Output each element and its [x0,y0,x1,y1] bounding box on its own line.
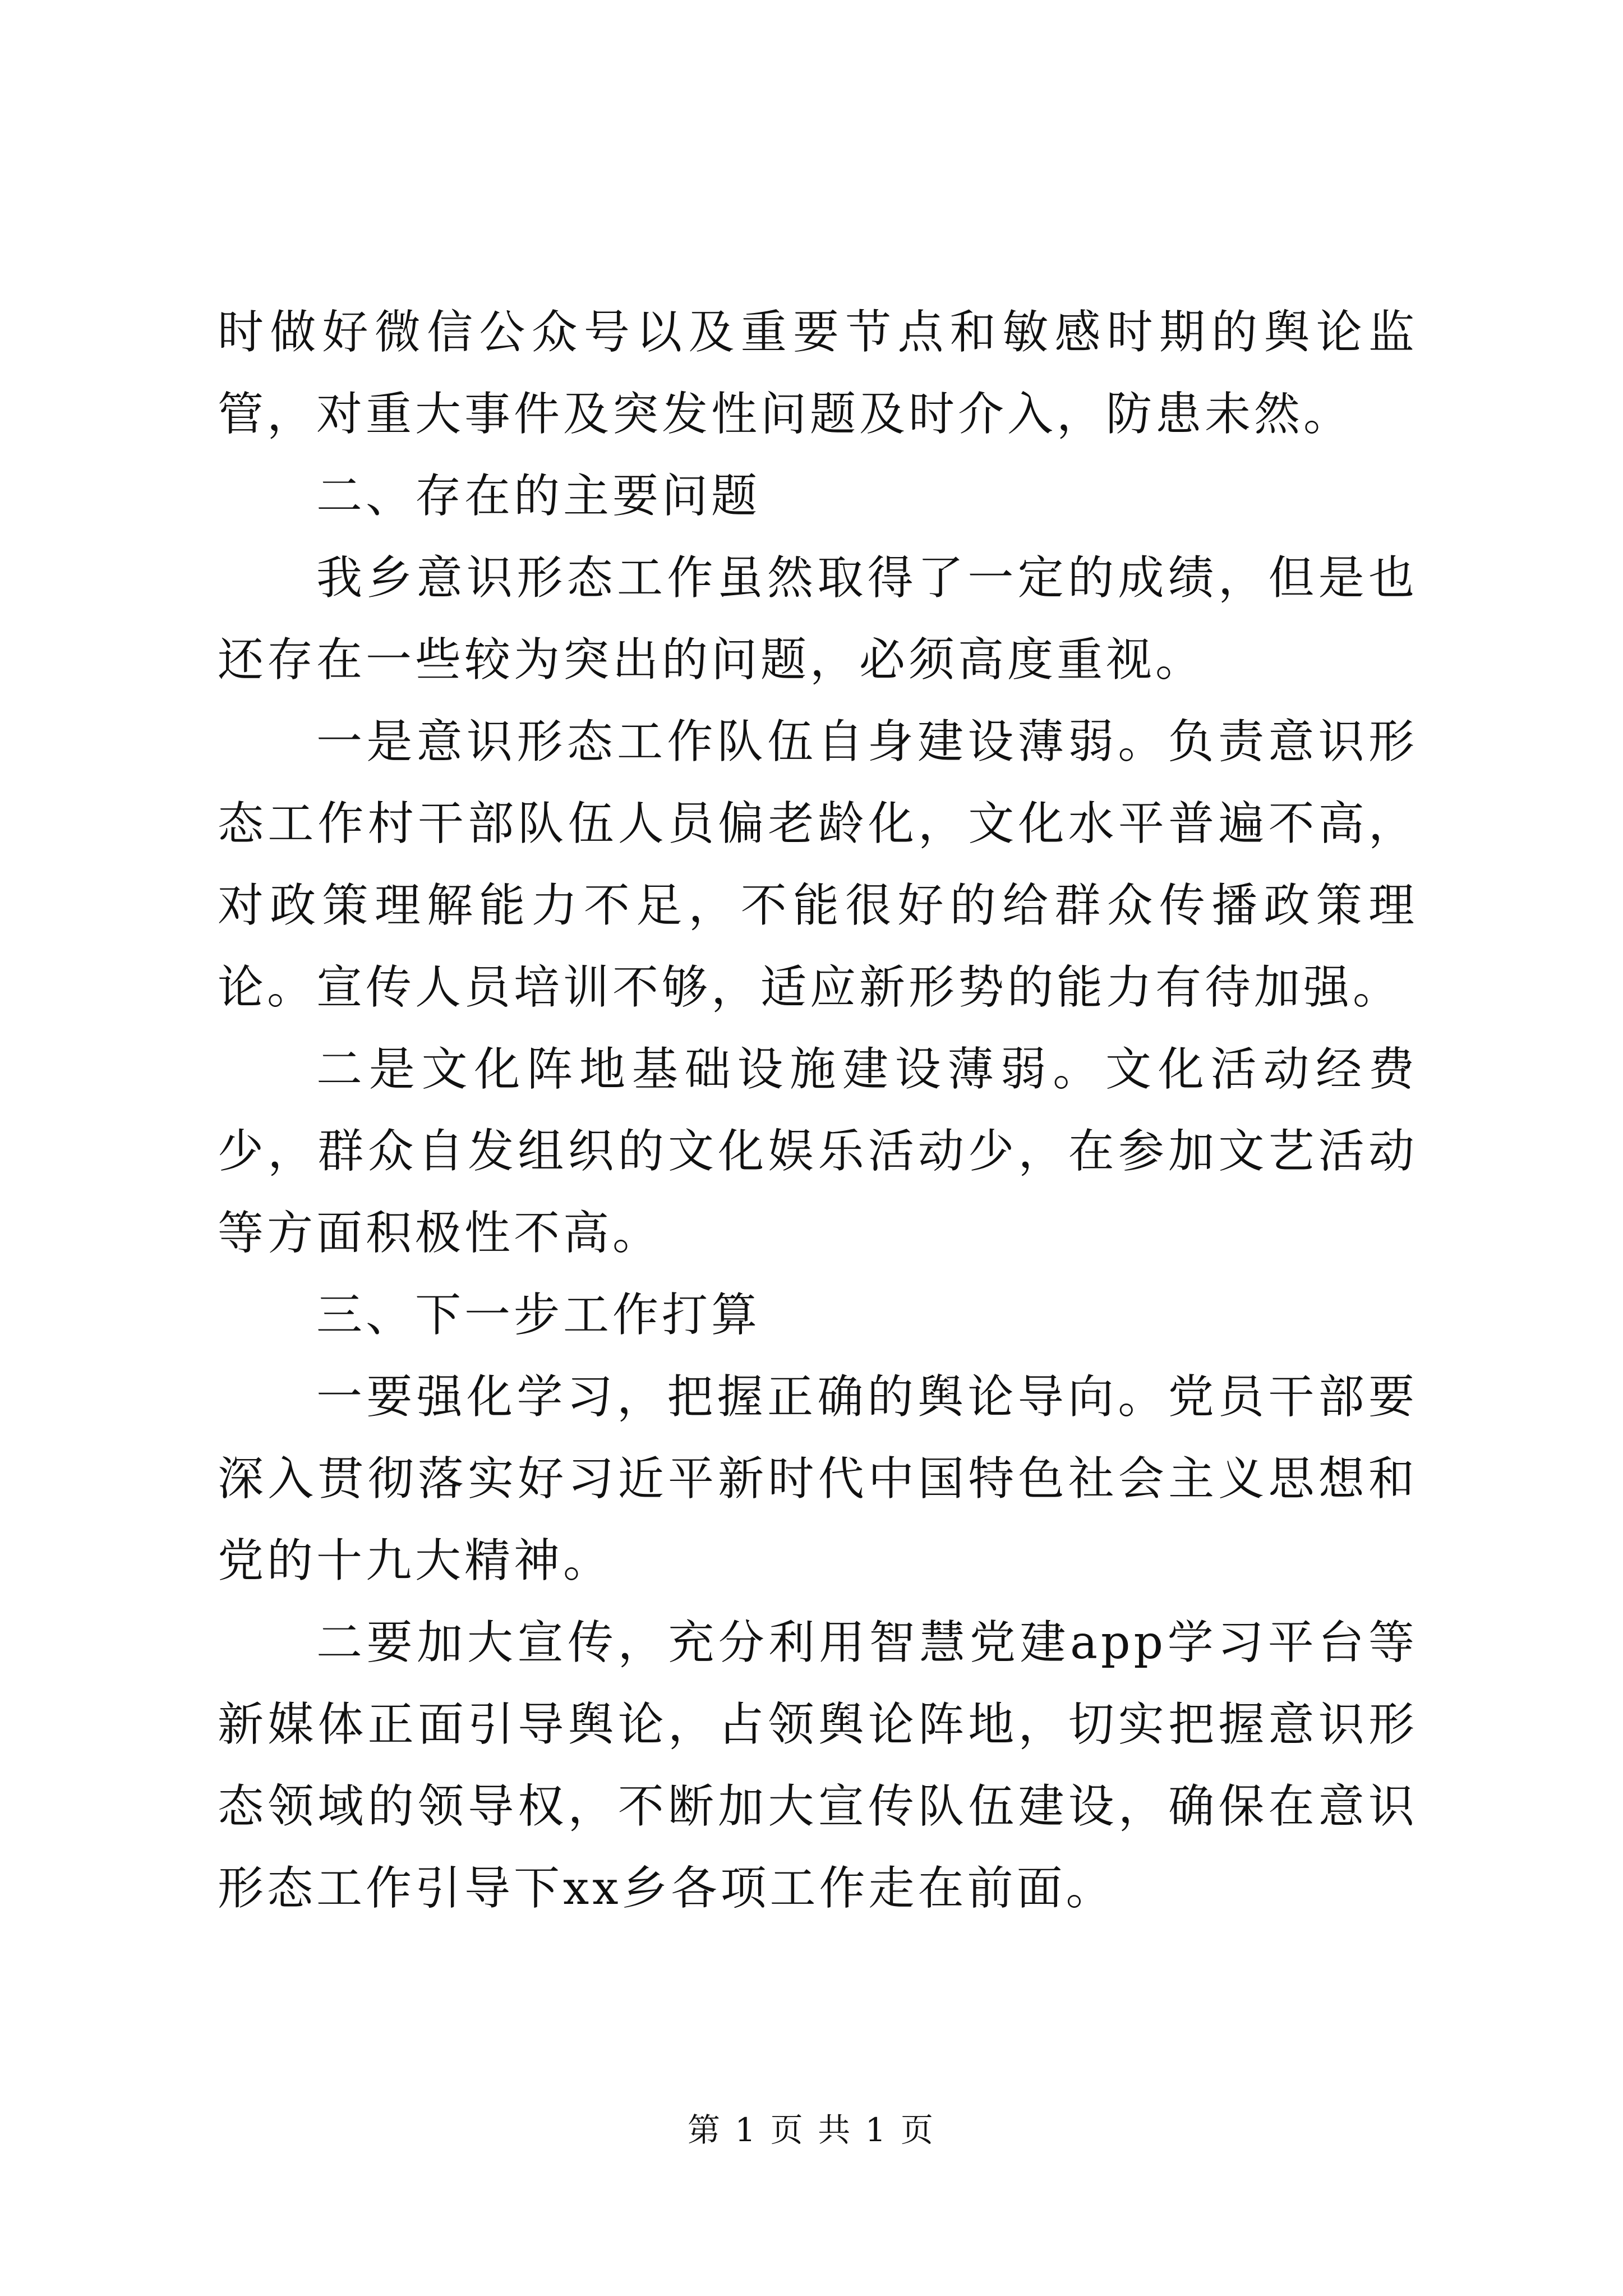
section-heading-next-steps: 三、下一步工作打算 [316,1289,761,1342]
document-body [218,292,1418,1930]
paragraph-next-publicity: 二要加大宣传，充分利用智慧党建app学习平台等新媒体正面引导舆论，占领舆论阵地，切实把握意识形态领域的领导权，不断加大宣传队伍建设，确保在意识形态工作引导下xx乡各项工作走在前面。 [218,1616,1418,1915]
section-heading-problems: 二、存在的主要问题 [316,470,761,523]
paragraph-continuation: 时做好微信公众号以及重要节点和敏感时期的舆论监管，对重大事件及突发性问题及时介入，防患未然。 [218,306,1418,441]
paragraph-problem-culture: 二是文化阵地基础设施建设薄弱。文化活动经费少，群众自发组织的文化娱乐活动少，在参加文艺活动等方面积极性不高。 [218,1043,1418,1260]
page-footer: 第 1 页 共 1 页 [688,2111,935,2149]
paragraph-problem-team: 一是意识形态工作队伍自身建设薄弱。负责意识形态工作村干部队伍人员偏老龄化，文化水平普遍不高，对政策理解能力不足，不能很好的给群众传播政策理论。宣传人员培训不够，适应新形势的能力有待加强。 [218,715,1418,1014]
paragraph-next-study: 一要强化学习，把握正确的舆论导向。党员干部要深入贯彻落实好习近平新时代中国特色社会主义思想和党的十九大精神。 [218,1370,1418,1588]
paragraph-problems-intro: 我乡意识形态工作虽然取得了一定的成绩，但是也还存在一些较为突出的问题，必须高度重视。 [218,551,1418,687]
